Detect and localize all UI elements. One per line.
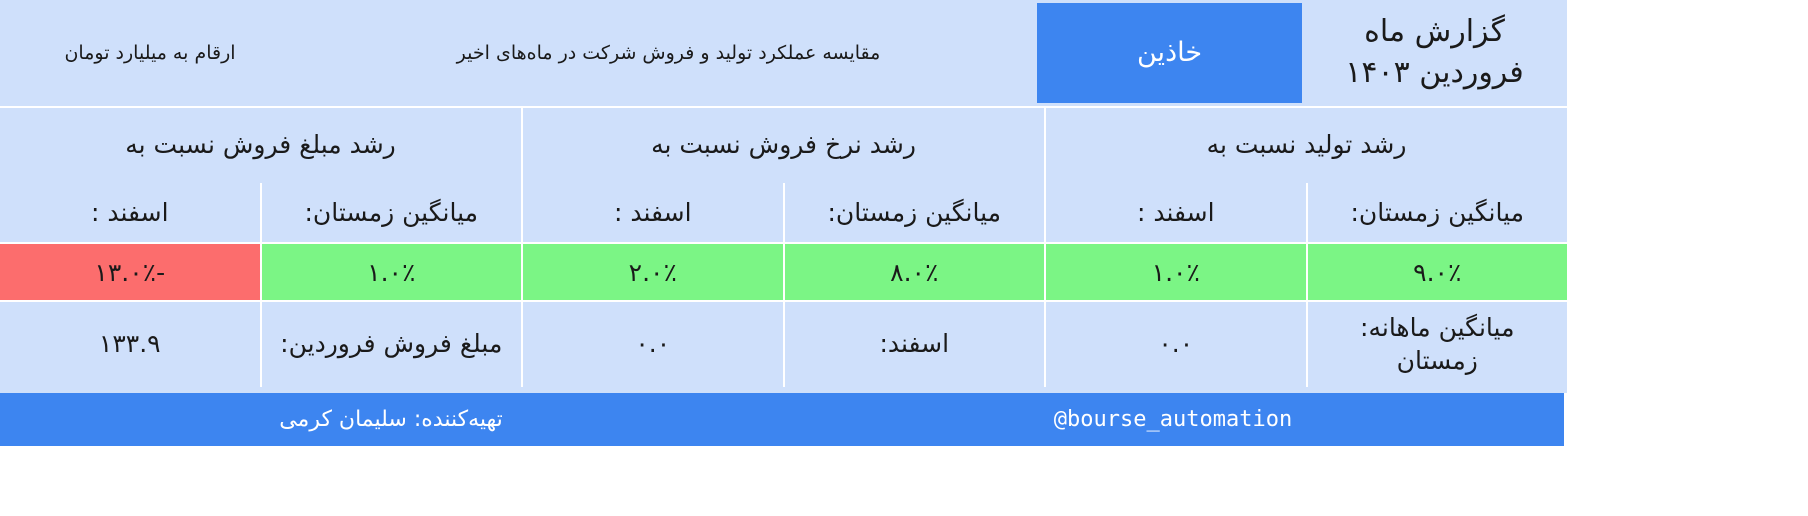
growth-values-row bbox=[0, 242, 1567, 301]
detail-values-row bbox=[0, 300, 1567, 387]
footer-handle-text: @bourse_automation bbox=[1053, 407, 1293, 433]
units-note: ارقام به میلیارد تومان bbox=[64, 41, 236, 64]
growth-value-cell: ۱.۰٪ bbox=[260, 242, 522, 301]
report-header bbox=[0, 0, 1567, 108]
symbol-badge: خاذین bbox=[1037, 3, 1302, 103]
sub-header-cell: اسفند : bbox=[1044, 183, 1306, 242]
sub-header-cell: میانگین زمستان: bbox=[783, 183, 1045, 242]
growth-value-cell: ۱.۰٪ bbox=[1044, 242, 1306, 301]
detail-value-cell: ۰.۰ bbox=[521, 300, 783, 387]
page-title: گزارش ماه فروردین ۱۴۰۳ bbox=[1345, 14, 1524, 90]
detail-value-cell: مبلغ فروش فروردین: bbox=[260, 300, 522, 387]
sub-header-cell: میانگین زمستان: bbox=[260, 183, 522, 242]
footer-handle[interactable] bbox=[782, 393, 1567, 446]
symbol-badge-container bbox=[1037, 0, 1302, 106]
group-header-sales-rate: رشد نرخ فروش نسبت به bbox=[521, 108, 1044, 184]
detail-value-cell: میانگین ماهانه: زمستان bbox=[1306, 300, 1568, 387]
growth-value-cell: ۹.۰٪ bbox=[1306, 242, 1568, 301]
detail-value-cell: اسفند: bbox=[783, 300, 1045, 387]
group-header-row bbox=[0, 108, 1567, 184]
detail-value-cell: ۰.۰ bbox=[1044, 300, 1306, 387]
group-header-production: رشد تولید نسبت به bbox=[1044, 108, 1567, 184]
growth-value-cell: ۲.۰٪ bbox=[521, 242, 783, 301]
group-header-sales-amount: رشد مبلغ فروش نسبت به bbox=[125, 130, 396, 160]
growth-value-cell: -۱۳.۰٪ bbox=[0, 242, 260, 301]
detail-value-cell: ۱۳۳.۹ bbox=[0, 300, 260, 387]
footer-author: تهیه‌کننده: سلیمان کرمی bbox=[0, 393, 782, 446]
report-subtitle: مقایسه عملکرد تولید و فروش شرکت در ماه‌های اخیر bbox=[456, 41, 881, 64]
report-footer bbox=[0, 393, 1567, 446]
sub-header-cell: اسفند : bbox=[90, 198, 169, 227]
sub-header-cell: میانگین زمستان: bbox=[1306, 183, 1568, 242]
sub-header-cell: اسفند : bbox=[521, 183, 783, 242]
growth-value-cell: ۸.۰٪ bbox=[783, 242, 1045, 301]
sub-header-row bbox=[0, 183, 1567, 242]
